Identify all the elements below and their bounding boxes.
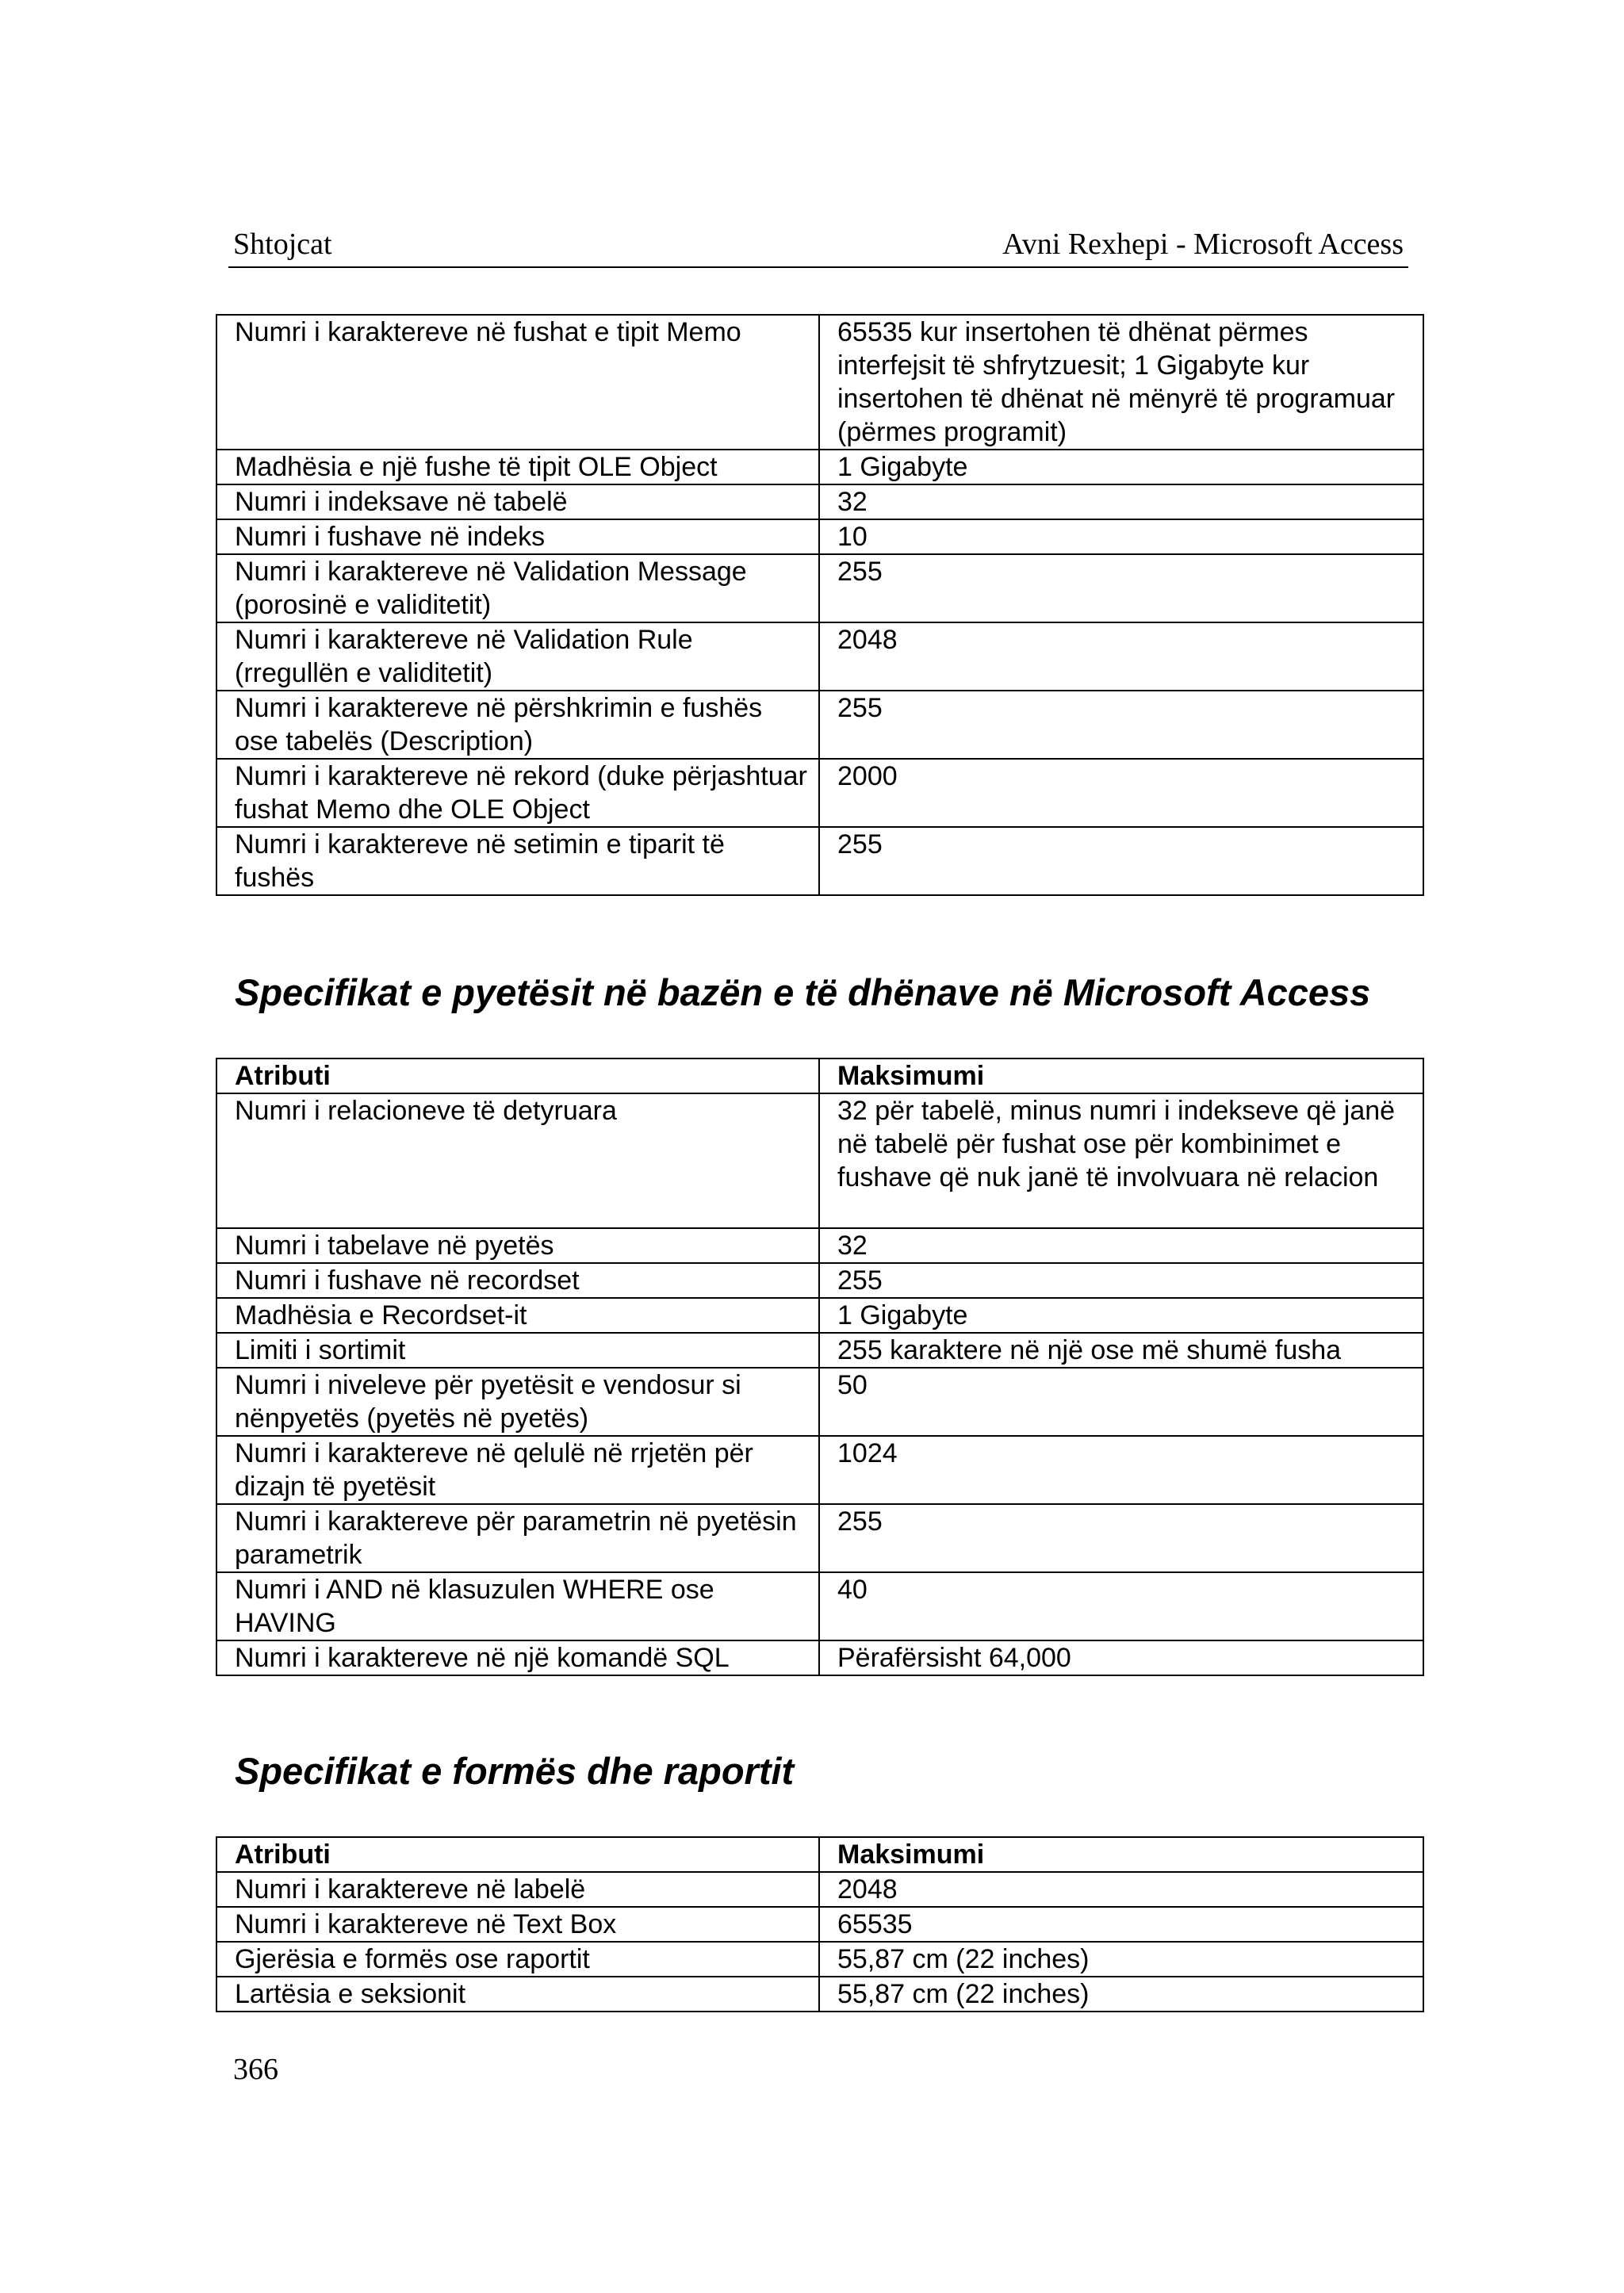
attribute-cell: Numri i relacioneve të detyruara (216, 1093, 819, 1228)
value-cell: 32 për tabelë, minus numri i indekseve që janë në tabelë për fushat ose për kombinimet e fushave që nuk janë të involvuara në relacion (819, 1093, 1423, 1228)
value-cell: 255 (819, 1504, 1423, 1572)
column-header-maximum: Maksimumi (819, 1058, 1423, 1093)
attribute-cell: Numri i tabelave në pyetës (216, 1228, 819, 1263)
value-cell: 1 Gigabyte (819, 450, 1423, 484)
value-cell: 55,87 cm (22 inches) (819, 1942, 1423, 1977)
table-form-report-specs (216, 1836, 1424, 2012)
table-row (216, 1872, 1423, 1907)
column-header-attribute: Atributi (216, 1058, 819, 1093)
section-title-form-report-specs: Specifikat e formës dhe raportit (235, 1750, 795, 1792)
table-row (216, 315, 1423, 450)
value-cell: 2048 (819, 1872, 1423, 1907)
table-query-specs (216, 1058, 1424, 1676)
column-header-attribute: Atributi (216, 1837, 819, 1872)
attribute-cell: Numri i karaktereve në rekord (duke përjashtuar fushat Memo dhe OLE Object (216, 759, 819, 827)
table-row (216, 1263, 1423, 1298)
attribute-cell: Numri i karaktereve në fushat e tipit Memo (216, 315, 819, 450)
attribute-cell: Numri i karaktereve për parametrin në pyetësin parametrik (216, 1504, 819, 1572)
table-row (216, 1436, 1423, 1504)
value-cell: 255 (819, 827, 1423, 895)
section-title-query-specs: Specifikat e pyetësit në bazën e të dhënave në Microsoft Access (235, 971, 1371, 1013)
table-row (216, 1907, 1423, 1942)
attribute-cell: Numri i karaktereve në përshkrimin e fushës ose tabelës (Description) (216, 691, 819, 759)
value-cell: 255 karaktere në një ose më shumë fusha (819, 1333, 1423, 1368)
attribute-cell: Madhësia e Recordset-it (216, 1298, 819, 1333)
page-number: 366 (233, 2053, 278, 2086)
table-row (216, 484, 1423, 519)
attribute-cell: Numri i AND në klasuzulen WHERE ose HAVING (216, 1572, 819, 1640)
page-header (228, 224, 1408, 268)
table-row (216, 1093, 1423, 1228)
header-left: Shtojcat (233, 228, 332, 261)
attribute-cell: Numri i karaktereve në Text Box (216, 1907, 819, 1942)
table-row (216, 1640, 1423, 1675)
value-cell: 65535 (819, 1907, 1423, 1942)
value-cell: 1 Gigabyte (819, 1298, 1423, 1333)
table-row (216, 1298, 1423, 1333)
value-cell: 32 (819, 484, 1423, 519)
value-cell: 32 (819, 1228, 1423, 1263)
column-header-maximum: Maksimumi (819, 1837, 1423, 1872)
value-cell: 2000 (819, 759, 1423, 827)
table-row (216, 759, 1423, 827)
attribute-cell: Numri i indeksave në tabelë (216, 484, 819, 519)
table-row (216, 554, 1423, 622)
value-cell: 50 (819, 1368, 1423, 1436)
attribute-cell: Numri i karaktereve në qelulë në rrjetën për dizajn të pyetësit (216, 1436, 819, 1504)
table-row (216, 1368, 1423, 1436)
attribute-cell: Numri i fushave në indeks (216, 519, 819, 554)
value-cell: 40 (819, 1572, 1423, 1640)
table-row (216, 691, 1423, 759)
value-cell: 255 (819, 554, 1423, 622)
value-cell: 1024 (819, 1436, 1423, 1504)
value-cell: 55,87 cm (22 inches) (819, 1977, 1423, 2012)
value-cell: 255 (819, 691, 1423, 759)
table-row (216, 1572, 1423, 1640)
value-cell: Përafërsisht 64,000 (819, 1640, 1423, 1675)
table-row (216, 827, 1423, 895)
attribute-cell: Numri i fushave në recordset (216, 1263, 819, 1298)
attribute-cell: Numri i karaktereve në Validation Message (porosinë e validitetit) (216, 554, 819, 622)
table-row (216, 1977, 1423, 2012)
table-row (216, 1333, 1423, 1368)
attribute-cell: Gjerësia e formës ose raportit (216, 1942, 819, 1977)
table-row (216, 1504, 1423, 1572)
table-row (216, 450, 1423, 484)
attribute-cell: Numri i karaktereve në labelë (216, 1872, 819, 1907)
table-row (216, 1942, 1423, 1977)
value-cell: 2048 (819, 622, 1423, 691)
table-row (216, 519, 1423, 554)
header-right: Avni Rexhepi - Microsoft Access (1002, 228, 1404, 261)
table-header-row (216, 1837, 1423, 1872)
attribute-cell: Limiti i sortimit (216, 1333, 819, 1368)
attribute-cell: Madhësia e një fushe të tipit OLE Object (216, 450, 819, 484)
attribute-cell: Numri i karaktereve në Validation Rule (rregullën e validitetit) (216, 622, 819, 691)
attribute-cell: Numri i niveleve për pyetësit e vendosur si nënpyetës (pyetës në pyetës) (216, 1368, 819, 1436)
value-cell: 65535 kur insertohen të dhënat përmes interfejsit të shfrytzuesit; 1 Gigabyte kur insertohen të dhënat në mënyrë të programuar (përmes programit) (819, 315, 1423, 450)
table-specs-continued (216, 314, 1424, 896)
value-cell: 10 (819, 519, 1423, 554)
attribute-cell: Numri i karaktereve në setimin e tiparit të fushës (216, 827, 819, 895)
attribute-cell: Lartësia e seksionit (216, 1977, 819, 2012)
table-row (216, 1228, 1423, 1263)
table-row (216, 622, 1423, 691)
attribute-cell: Numri i karaktereve në një komandë SQL (216, 1640, 819, 1675)
table-header-row (216, 1058, 1423, 1093)
value-cell: 255 (819, 1263, 1423, 1298)
